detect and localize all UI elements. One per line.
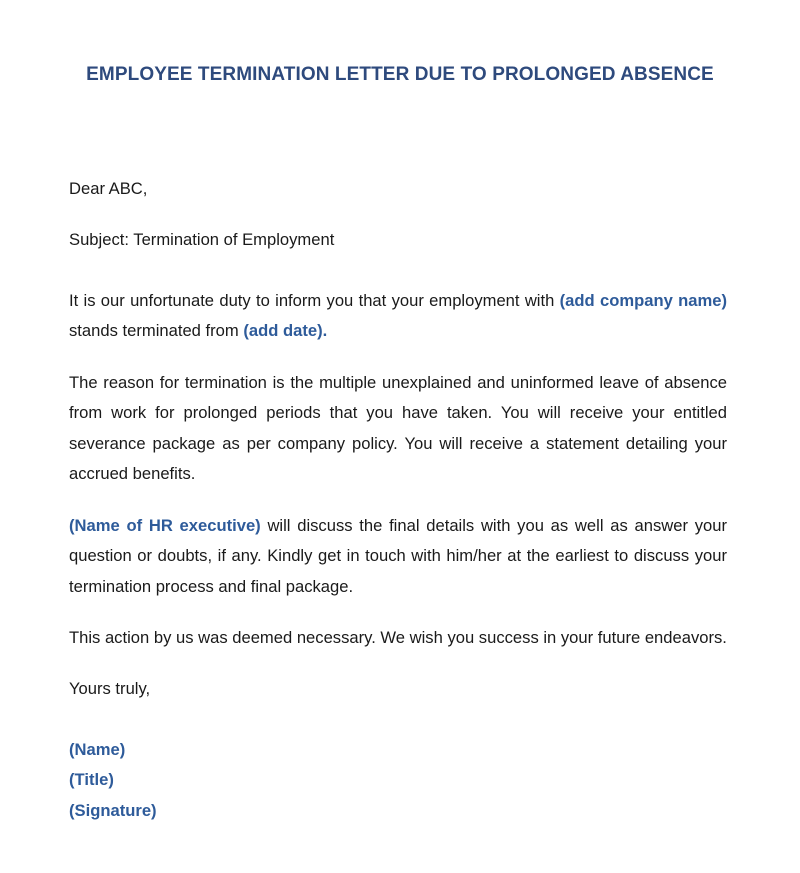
- letter-title: EMPLOYEE TERMINATION LETTER DUE TO PROLONGED ABSENCE: [86, 64, 714, 85]
- date-placeholder: (add date).: [243, 321, 328, 341]
- paragraph-2: The reason for termination is the multiple unexplained and uninformed leave of absence from work for prolonged periods that you have taken. You will receive your entitled severance package as per company policy. You will receive a statement detailing your accrued benefits.: [69, 373, 727, 483]
- salutation: Dear ABC,: [69, 179, 148, 198]
- company-name-placeholder: (add company name): [559, 291, 727, 310]
- hr-executive-placeholder: (Name of HR executive): [69, 516, 261, 535]
- paragraph-4: This action by us was deemed necessary. We wish you success in your future endeavors.: [69, 628, 727, 647]
- paragraph-3-text: will discuss the final details with you as well as answer your question or doubts, if any. Kindly get in touch with him/her at the earliest to discuss your termination process and final package.: [69, 516, 727, 596]
- signature-name: (Name): [69, 740, 126, 759]
- paragraph-1-text-a: It is our unfortunate duty to inform you that your employment with: [69, 291, 560, 310]
- signature-line: (Signature): [69, 801, 157, 820]
- paragraph-3: [69, 511, 727, 602]
- closing: Yours truly,: [69, 679, 151, 698]
- subject-line: Subject: Termination of Employment: [69, 230, 335, 249]
- signature-title: (Title): [69, 770, 114, 789]
- paragraph-1-text-b: stands terminated from: [69, 321, 244, 341]
- paragraph-1: [69, 286, 727, 347]
